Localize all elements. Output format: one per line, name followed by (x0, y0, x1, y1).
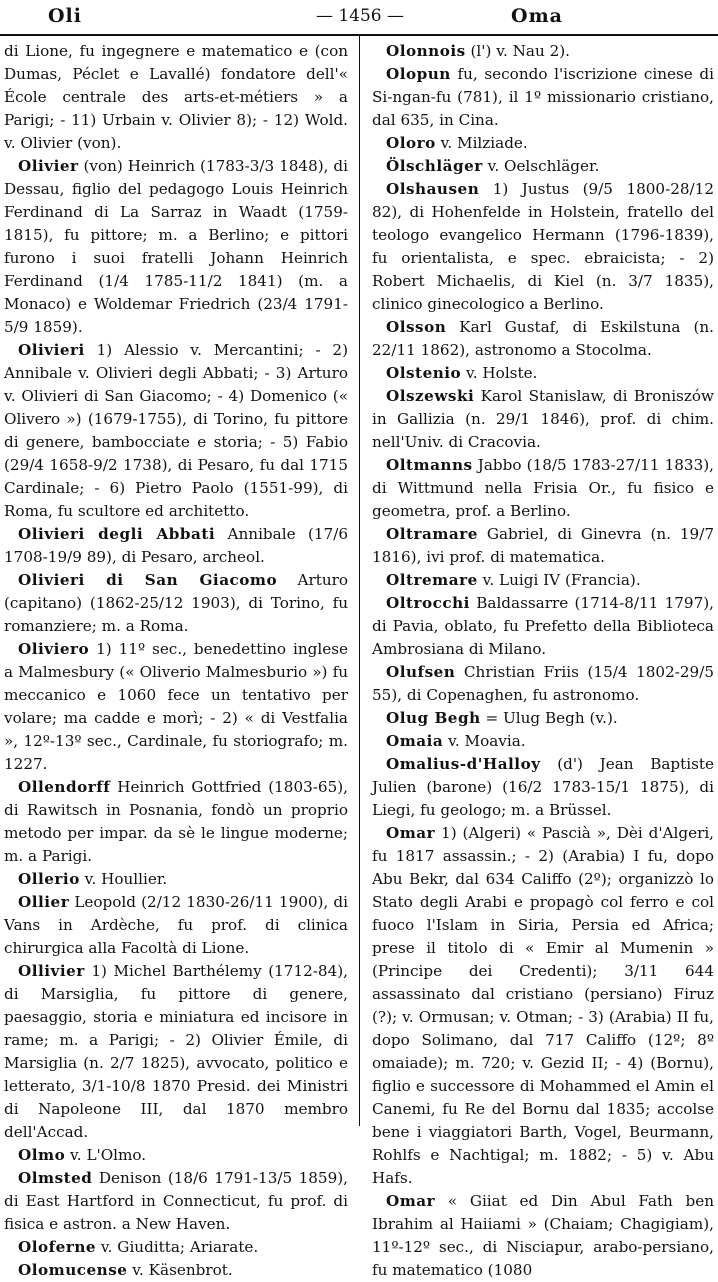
entry-headword: Omaia (386, 732, 444, 750)
entry-headword: Ölschläger (386, 157, 483, 175)
dictionary-entry (4, 638, 348, 776)
entry-headword: Olufsen (386, 663, 456, 681)
entry-text: « Giiat ed Din Abul Fath ben Ibrahim al Haiiami » (Chaiam; Chagigiam), 11º-12º sec., di Nisciapur, arabo-persiano, fu matematico (1080 (372, 1192, 715, 1279)
dictionary-entry (372, 569, 714, 592)
entry-headword: Omar (386, 1192, 436, 1210)
entry-headword: Olonnois (386, 42, 466, 60)
entry-headword: Olszewski (386, 387, 475, 405)
entry-text: v. Giuditta; Ariarate. (100, 1238, 259, 1256)
entry-text: Leopold (2/12 1830-26/11 1900), di Vans in Ardèche, fu prof. di clinica chirurgica alla Facoltà di Lione. (4, 893, 349, 957)
header-left-guide-word: Oli (48, 5, 82, 27)
page-header (0, 2, 718, 32)
dictionary-entry (4, 569, 348, 638)
dictionary-entry (4, 776, 348, 868)
entry-text: v. Käsenbrot. (132, 1261, 233, 1279)
dictionary-entry (4, 868, 348, 891)
entry-text: v. Oelschläger. (487, 157, 600, 175)
entry-headword: Oltramare (386, 525, 478, 543)
entry-text: Denison (18/6 1791-13/5 1859), di East Hartford in Connecticut, fu prof. di fisica e astron. a New Haven. (4, 1169, 349, 1233)
dictionary-entry (4, 960, 348, 1144)
entry-text: 1) 11º sec., benedettino inglese a Malmesbury (« Oliverio Malmesburio ») fu meccanico e 1060 fece un tentativo per volare; ma cadde e morì; - 2) « di Vestfalia », 12º-13º sec., Cardinale, fu storiografo; m. 1227. (4, 640, 348, 773)
entry-text: Christian Friis (15/4 1802-29/5 55), di Copenaghen, fu astronomo. (372, 663, 714, 704)
entry-text: 1) Alessio v. Mercantini; - 2) Annibale v. Olivieri degli Abbati; - 3) Arturo v. Olivieri di San Giacomo; - 4) Domenico (« Olivero ») (1679-1755), di Torino, fu pittore di genere, bambocciate e storia; - 5) Fabio (29/4 1658-9/2 1738), di Pesaro, fu dal 1715 Cardinale; - 6) Pietro Paolo (1551-99), di Roma, fu scultore ed architetto. (4, 341, 349, 520)
dictionary-entry (372, 178, 714, 316)
dictionary-entry (4, 1259, 348, 1282)
entry-text: Baldassarre (1714-8/11 1797), di Pavia, oblato, fu Prefetto della Biblioteca Ambrosiana di Milano. (372, 594, 715, 658)
entry-headword: Olmo (18, 1146, 66, 1164)
dictionary-entry (4, 1236, 348, 1259)
dictionary-entry (372, 155, 714, 178)
dictionary-entry (4, 1167, 348, 1236)
entry-headword: Olivier (18, 157, 79, 175)
entry-headword: Olshausen (386, 180, 480, 198)
dictionary-entry (372, 63, 714, 132)
dictionary-entry (372, 40, 714, 63)
dictionary-entry (4, 523, 348, 569)
entry-text: Karl Gustaf, di Eskilstuna (n. 22/11 1862), astronomo a Stocolma. (372, 318, 714, 359)
dictionary-entry (372, 822, 714, 1190)
entry-headword: Olmsted (18, 1169, 93, 1187)
entry-text: v. Milziade. (440, 134, 528, 152)
dictionary-entry (372, 592, 714, 661)
entry-text: 1) (Algeri) « Pascià », Dèi d'Algeri, fu 1817 assassin.; - 2) (Arabia) I fu, dopo Abu Bekr, dal 634 Califfo (2º); organizzò lo Stato degli Arabi e propagò col ferro e col fuoco l'Islam in Siria, Persia ed Africa; prese il titolo di « Emir al Mumenin » (Principe dei Credenti); 3/11 644 assassinato dal cristiano (persiano) Firuz (?); v. Ormusan; v. Otman; - 3) (Arabia) II fu, dopo Solimano, dal 717 Califfo (12º; 8º omaiade); m. 720; v. Gezid II; - 4) (Bornu), figlio e successore di Mohammed el Amin el Canemi, fu Re del Bornu dal 1835; accolse bene i viaggiatori Barth, Vogel, Beurmann, Rohlfs e Nachtigal; m. 1882; - 5) v. Abu Hafs. (372, 824, 715, 1187)
entry-headword: Oltmanns (386, 456, 473, 474)
entry-headword: Olivieri degli Abbati (18, 525, 216, 543)
entry-headword: Olivieri (18, 341, 85, 359)
entry-text: Heinrich Gottfried (1803-65), di Rawitsch in Posnania, fondò un proprio metodo per impar. da sè le lingue moderne; m. a Parigi. (4, 778, 348, 865)
page-number: — 1456 — (315, 6, 405, 26)
entry-text: (von) Heinrich (1783-3/3 1848), di Dessau, figlio del pedagogo Louis Heinrich Ferdinand di La Sarraz in Waadt (1759-1815), fu pittore; m. a Berlino; e pittori furono i suoi fratelli Johann Heinrich Ferdinand (1/4 1785-11/2 1841) (m. a Monaco) e Woldemar Friedrich (23/4 1791-5/9 1859). (4, 157, 349, 336)
dictionary-entry (4, 891, 348, 960)
dictionary-entry (372, 661, 714, 707)
entry-text: 1) Justus (9/5 1800-28/12 82), di Hohenfelde in Holstein, fratello del teologo evangelico Hermann (1796-1839), fu orientalista, e spec. ebraicista; - 2) Robert Michaelis, di Kiel (n. 3/7 1835), clinico ginecologico a Berlino. (372, 180, 714, 313)
entry-text: v. Houllier. (84, 870, 168, 888)
entry-text: (d') Jean Baptiste Julien (barone) (16/2 1783-15/1 1875), di Liegi, fu geologo; m. a Brüssel. (372, 755, 714, 819)
entry-headword: Omar (386, 824, 436, 842)
entry-text: Arturo (capitano) (1862-25/12 1903), di Torino, fu romanziere; m. a Roma. (4, 571, 349, 635)
entry-text: Karol Stanislaw, di Broniszów in Gallizia (n. 29/1 1846), prof. di chim. nell'Univ. di Cracovia. (372, 387, 714, 451)
entry-headword: Ollivier (18, 962, 85, 980)
dictionary-entry (372, 385, 714, 454)
dictionary-entry (4, 40, 348, 155)
entry-headword: Olstenio (386, 364, 462, 382)
dictionary-entry (372, 362, 714, 385)
dictionary-entry (372, 707, 714, 730)
entry-headword: Oliviero (18, 640, 90, 658)
dictionary-entry (372, 753, 714, 822)
entry-text: di Lione, fu ingegnere e matematico e (con Dumas, Péclet e Lavallé) fondatore dell'« École centrale des arts-et-métiers » a Parigi; - 11) Urbain v. Olivier 8); - 12) Wold. v. Olivier (von). (4, 42, 348, 152)
dictionary-entry (372, 730, 714, 753)
entry-headword: Olivieri di San Giacomo (18, 571, 278, 589)
entry-text: v. Moavia. (448, 732, 526, 750)
dictionary-entry (372, 523, 714, 569)
entry-headword: Olug Begh (386, 709, 481, 727)
left-column (4, 40, 348, 1282)
entry-headword: Oltremare (386, 571, 478, 589)
entry-text: = Ulug Begh (v.). (485, 709, 618, 727)
entry-headword: Ollendorff (18, 778, 111, 796)
entry-text: (l') v. Nau 2). (470, 42, 571, 60)
entry-headword: Oloro (386, 134, 436, 152)
dictionary-entry (372, 1190, 714, 1282)
entry-text: Gabriel, di Ginevra (n. 19/7 1816), ivi prof. di matematica. (372, 525, 715, 566)
entry-text: 1) Michel Barthélemy (1712-84), di Marsiglia, fu pittore di genere, paesaggio, storia e miniatura ed incisore in rame; m. a Parigi; - 2) Olivier Émile, di Marsiglia (n. 2/7 1825), avvocato, politico e letterato, 3/1-10/8 1870 Presid. dei Ministri di Napoleone III, dal 1870 membro dell'Accad. (4, 962, 348, 1141)
entry-text: Jabbo (18/5 1783-27/11 1833), di Wittmund nella Frisia Or., fu fisico e geometra, prof. a Berlino. (372, 456, 715, 520)
entry-text: v. Luigi IV (Francia). (482, 571, 641, 589)
column-divider (359, 36, 360, 1126)
entry-headword: Oloferne (18, 1238, 97, 1256)
entry-headword: Olopun (386, 65, 451, 83)
entry-headword: Olomucense (18, 1261, 128, 1279)
entry-text: v. L'Olmo. (70, 1146, 147, 1164)
header-right-guide-word: Oma (511, 5, 563, 27)
dictionary-entry (4, 1144, 348, 1167)
entry-headword: Ollier (18, 893, 70, 911)
entry-headword: Olsson (386, 318, 447, 336)
entry-headword: Omalius-d'Halloy (386, 755, 541, 773)
right-column (372, 40, 714, 1282)
dictionary-entry (4, 155, 348, 339)
entry-text: Annibale (17/6 1708-19/9 89), di Pesaro, archeol. (4, 525, 348, 566)
dictionary-entry (372, 316, 714, 362)
entry-headword: Ollerio (18, 870, 80, 888)
dictionary-entry (4, 339, 348, 523)
dictionary-entry (372, 132, 714, 155)
entry-text: fu, secondo l'iscrizione cinese di Si-ngan-fu (781), il 1º missionario cristiano, dal 635, in Cina. (372, 65, 714, 129)
entry-text: v. Holste. (466, 364, 538, 382)
entry-headword: Oltrocchi (386, 594, 470, 612)
dictionary-entry (372, 454, 714, 523)
